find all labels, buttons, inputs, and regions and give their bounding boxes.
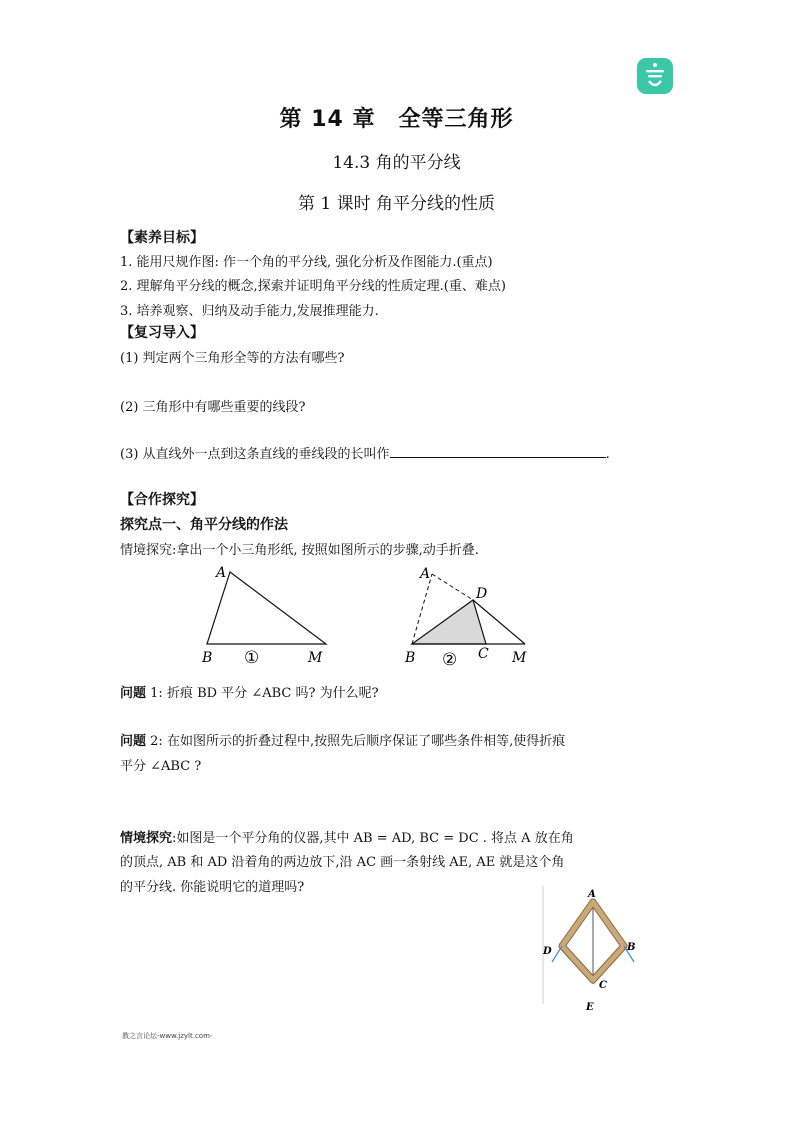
question-2-continued: 平分 ∠ABC ? xyxy=(120,759,202,774)
situation-2-line-1: :如图是一个平分角的仪器,其中 AB = AD, BC = DC . 将点 A 放在角 xyxy=(172,831,574,846)
bisector-instrument-figure xyxy=(538,884,648,1014)
question-2 xyxy=(120,730,565,749)
label-d: D xyxy=(543,946,552,957)
review-question-2: (2) 三角形中有哪些重要的线段? xyxy=(120,400,306,415)
answer-blank[interactable] xyxy=(390,445,606,458)
label-d: D xyxy=(476,586,488,602)
label-a: A xyxy=(420,566,431,582)
triangle-figure-1 xyxy=(198,562,338,667)
situation-2 xyxy=(120,827,574,846)
goals-heading: 【素养目标】 xyxy=(120,230,204,246)
fold-ad xyxy=(432,574,473,600)
question-1-text: 折痕 BD 平分 ∠ABC 吗? 为什么呢? xyxy=(162,686,379,701)
triangle-figure-2 xyxy=(400,562,540,667)
label-a: A xyxy=(216,565,227,581)
label-b: B xyxy=(627,942,636,953)
step-2-label: ② xyxy=(442,650,458,667)
review-question-1: (1) 判定两个三角形全等的方法有哪些? xyxy=(120,351,345,366)
section-title: 14.3 角的平分线 xyxy=(332,153,461,173)
question-2-text: 在如图所示的折叠过程中,按照先后顺序保证了哪些条件相等,使得折痕 xyxy=(162,734,566,749)
shaded-triangle xyxy=(412,600,486,644)
goal-item: 1. 能用尺规作图: 作一个角的平分线, 强化分析及作图能力.(重点) xyxy=(120,255,493,270)
angle-side-left xyxy=(552,946,562,962)
footer-source: 教之言论坛-www.jzylt.com- xyxy=(122,1032,213,1040)
review-question-3-end: . xyxy=(605,447,610,462)
label-a: A xyxy=(588,889,596,900)
label-c: C xyxy=(599,980,607,991)
situation-2-label: 情境探究 xyxy=(120,831,173,846)
triangle-abm xyxy=(207,572,326,644)
explore-point-1: 探究点一、角平分线的作法 xyxy=(120,517,288,533)
question-1-label: 问题 xyxy=(120,686,147,701)
label-m: M xyxy=(308,650,323,666)
lesson-title: 第 1 课时 角平分线的性质 xyxy=(297,194,496,214)
label-m: M xyxy=(512,650,527,666)
step-1-label: ① xyxy=(244,648,260,667)
label-b: B xyxy=(202,650,213,666)
goal-item: 2. 理解角平分线的概念,探索并证明角平分线的性质定理.(重、难点) xyxy=(120,279,506,294)
explore-heading: 【合作探究】 xyxy=(120,492,204,508)
chapter-title: 第 14 章 全等三角形 xyxy=(279,107,514,132)
review-question-3 xyxy=(120,443,610,462)
goal-item: 3. 培养观察、归纳及动手能力,发展推理能力. xyxy=(120,304,379,319)
label-b: B xyxy=(405,650,416,666)
question-2-number: 2: xyxy=(146,734,163,749)
question-2-label: 问题 xyxy=(120,734,147,749)
question-1 xyxy=(120,682,379,701)
situation-1-text: 情境探究:拿出一个小三角形纸, 按照如图所示的步骤,动手折叠. xyxy=(120,543,479,558)
label-e: E xyxy=(586,1002,594,1013)
question-1-number: 1: xyxy=(146,686,163,701)
review-question-3-text: (3) 从直线外一点到这条直线的垂线段的长叫作 xyxy=(120,447,390,462)
review-heading: 【复习导入】 xyxy=(120,325,204,341)
label-c: C xyxy=(478,646,489,662)
logo-icon xyxy=(637,58,673,94)
situation-2-line-3: 的平分线. 你能说明它的道理吗? xyxy=(120,880,305,895)
situation-2-line-2: 的顶点, AB 和 AD 沿着角的两边放下,沿 AC 画一条射线 AE, AE 就是这个角 xyxy=(120,855,565,870)
